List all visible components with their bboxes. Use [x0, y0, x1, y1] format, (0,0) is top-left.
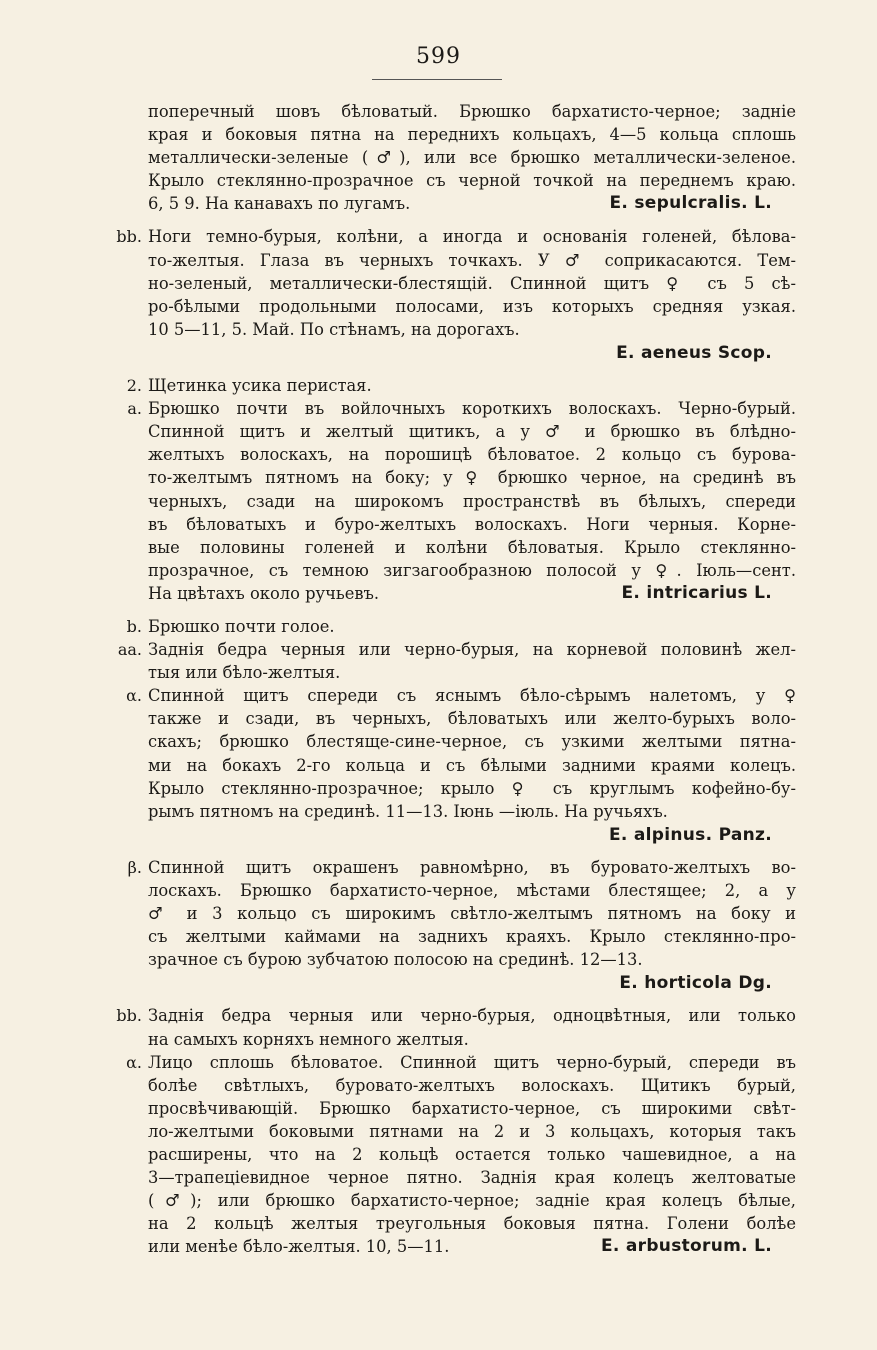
text-line: металлически-зеленые (♂), или все брюшко металлически-зеленое.: [148, 148, 796, 168]
text-line: Заднiя бедра черныя или черно-бурыя, одноцвѣтныя, или только: [148, 1006, 796, 1026]
key-entry: [110, 638, 796, 684]
text-line: Крыло стеклянно-прозрачное съ черной точкой на переднемъ краю.: [148, 171, 796, 191]
key-entry: [110, 374, 796, 397]
text-line: скахъ; брюшко блестяще-сине-черное, съ узкими желтыми пятна-: [148, 732, 796, 752]
key-entry: [110, 615, 796, 638]
text-line: ро-бѣлыми продольными полосами, изъ которыхъ средняя узкая.: [148, 296, 796, 316]
text-line: [148, 1235, 796, 1258]
text-line: черныхъ, сзади на широкомъ пространствѣ въ бѣлыхъ, спереди: [148, 491, 796, 511]
text-line: Лицо сплошь бѣловатое. Спинной щитъ черно-бурый, спереди въ: [148, 1052, 796, 1072]
entry-marker: bb.: [116, 1006, 142, 1026]
key-entry: [110, 1004, 796, 1050]
text-line-end: тыя или бѣло-желтыя.: [148, 663, 341, 683]
text-line: прозрачное, съ темною зигзагообразною полосой у ♀. Iюль—сент.: [148, 560, 796, 580]
text-line: [148, 582, 796, 605]
text-line-end: Брюшко почти голое.: [148, 616, 335, 636]
entry-gap: [110, 364, 796, 374]
text-line-end: 10 5—11, 5. Май. По стѣнамъ, на дорогахъ.: [148, 319, 520, 339]
entry-marker: α.: [126, 1052, 142, 1072]
key-entry: [110, 100, 796, 215]
entry-marker: 2.: [126, 376, 142, 396]
entry-gap: [110, 994, 796, 1004]
key-entry: [110, 856, 796, 995]
entry-gap: [110, 215, 796, 225]
text-line-end: Щетинка усика перистая.: [148, 376, 372, 396]
entry-marker: bb.: [116, 227, 142, 247]
species-name: [148, 823, 796, 846]
text-line-end: зрачное съ бурою зубчатою полосою на срединѣ. 12—13.: [148, 950, 643, 970]
text-line: расширены, что на 2 кольцѣ остается только чашевидное, а на: [148, 1145, 796, 1165]
species-name: E. intricarius L.: [621, 582, 772, 603]
text-line-end: или менѣе бѣло-желтыя. 10, 5—11.: [148, 1237, 450, 1257]
text-line: края и боковыя пятна на переднихъ кольцахъ, 4—5 кольца сплошь: [148, 125, 796, 145]
page-number: 599: [416, 44, 461, 69]
entry-gap: [110, 605, 796, 615]
entry-marker: α.: [126, 686, 142, 706]
text-line: ло-желтыми боковыми пятнами на 2 и 3 кольцахъ, которыя такъ: [148, 1121, 796, 1141]
key-entry: [110, 684, 796, 846]
text-line: Крыло стеклянно-прозрачное; крыло ♀ съ круглымъ кофейно-бу-: [148, 778, 796, 798]
text-line: просвѣчивающiй. Брюшко бархатисто-черное, съ широкими свѣт-: [148, 1098, 796, 1118]
text-line: 3—трапецiевидное черное пятно. Заднiя края колецъ желтоватые: [148, 1168, 796, 1188]
entry-marker: a.: [127, 399, 142, 419]
text-line: лоскахъ. Брюшко бархатисто-черное, мѣстами блестящее; 2, а у: [148, 881, 796, 900]
page-number-rule: [372, 79, 502, 80]
entry-marker: b.: [126, 616, 142, 636]
species-name: E. arbustorum. L.: [600, 1236, 772, 1257]
text-line: но-зеленый, металлически-блестящiй. Спинной щитъ ♀ съ 5 сѣ-: [148, 273, 796, 293]
text-line: то-желтымъ пятномъ на боку; у ♀ брюшко черное, на срединѣ въ: [148, 468, 796, 488]
text-line: желтыхъ волоскахъ, на порошицѣ бѣловатое. 2 кольцо съ бурова-: [148, 445, 796, 465]
text-line: Ноги темно-бурыя, колѣни, а иногда и основанiя голеней, бѣлова-: [148, 227, 796, 247]
text-line: Спинной щитъ спереди съ яснымъ бѣло-сѣрымъ налетомъ, у ♀: [148, 686, 796, 706]
species-name-text: E. aeneus Scop.: [616, 342, 772, 363]
text-line: (♂); или брюшко бархатисто-черное; заднiе края колецъ бѣлые,: [148, 1191, 796, 1211]
text-line-end: рымъ пятномъ на срединѣ. 11—13. Iюнь —iюль. На ручьяхъ.: [148, 801, 668, 821]
entry-marker: aa.: [117, 640, 142, 660]
text-line-end: на самыхъ корняхъ немного желтыя.: [148, 1029, 469, 1049]
entry-gap: [110, 1259, 796, 1269]
species-name: E. sepulcralis. L.: [609, 193, 772, 214]
text-line-end: На цвѣтахъ около ручьевъ.: [148, 583, 380, 603]
text-line: Спинной щитъ и желтый щитикъ, а у ♂ и брюшко въ блѣдно-: [148, 422, 796, 442]
text-line: Брюшко почти въ войлочныхъ короткихъ волоскахъ. Черно-бурый.: [148, 399, 796, 419]
text-line: въ бѣловатыхъ и буро-желтыхъ волоскахъ. Ноги черныя. Корне-: [148, 514, 796, 534]
text-line: то-желтыя. Глаза въ черныхъ точкахъ. У ♂ соприкасаются. Тем-: [148, 250, 796, 270]
entry-gap: [110, 846, 796, 856]
text-line: вые половины голеней и колѣни бѣловатыя. Крыло стеклянно-: [148, 537, 796, 557]
species-name-text: E. alpinus. Panz.: [608, 824, 772, 845]
text-line: болѣе свѣтлыхъ, буровато-желтыхъ волоскахъ. Щитикъ бурый,: [148, 1075, 796, 1095]
text-line: Спинной щитъ окрашенъ равномѣрно, въ буровато-желтыхъ во-: [148, 857, 796, 877]
species-name-text: E. horticola Dg.: [619, 973, 772, 994]
species-name: [148, 341, 796, 364]
text-line: также и сзади, въ черныхъ, бѣловатыхъ или желто-бурыхъ воло-: [148, 709, 796, 729]
text-line: поперечный шовъ бѣловатый. Брюшко бархатисто-черное; заднiе: [148, 102, 796, 121]
text-line: Заднiя бедра черныя или черно-бурыя, на корневой половинѣ жел-: [148, 640, 796, 660]
text-line: ми на бокахъ 2-го кольца и съ бѣлыми задними краями колецъ.: [148, 755, 796, 775]
text-line: [148, 192, 796, 215]
text-line-end: 6, 5 9. На канавахъ по лугамъ.: [148, 194, 411, 214]
page-body: [110, 100, 796, 1269]
text-line: ♂ и 3 кольцо съ широкимъ свѣтло-желтымъ пятномъ на боку и: [148, 904, 796, 924]
key-entry: [110, 397, 796, 605]
species-name: [148, 971, 796, 994]
key-entry: [110, 225, 796, 364]
key-entry: [110, 1051, 796, 1259]
text-line: съ желтыми каймами на заднихъ краяхъ. Крыло стеклянно-про-: [148, 927, 796, 947]
entry-marker: β.: [127, 857, 142, 877]
text-line: на 2 кольцѣ желтыя треугольныя боковыя пятна. Голени болѣе: [148, 1214, 796, 1234]
